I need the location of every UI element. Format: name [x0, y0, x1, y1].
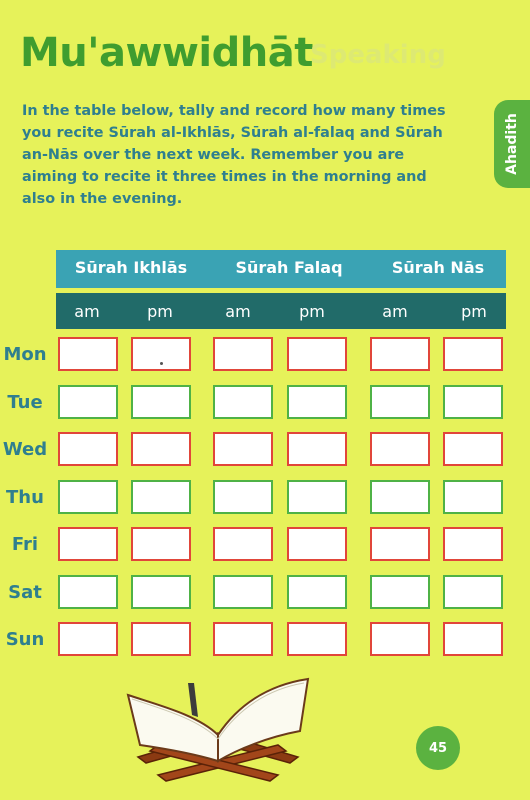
day-label-fri: Fri [11, 534, 39, 555]
tally-cell-tue-ikhlas-pm[interactable] [131, 385, 191, 419]
day-label-sun: Sun [5, 629, 45, 650]
time-header-row [56, 293, 506, 329]
tally-cell-mon-ikhlas-pm[interactable] [131, 337, 191, 371]
tally-cell-fri-nas-am[interactable] [370, 527, 430, 561]
tally-cell-fri-ikhlas-pm[interactable] [131, 527, 191, 561]
ghost-heading: Speaking [310, 40, 446, 70]
day-label-tue: Tue [7, 392, 43, 413]
tally-cell-sun-ikhlas-pm[interactable] [131, 622, 191, 656]
surah-header-falaq: Sūrah Falaq [235, 258, 343, 277]
tally-cell-sat-ikhlas-am[interactable] [58, 575, 118, 609]
tally-cell-mon-falaq-am[interactable] [213, 337, 273, 371]
tally-cell-fri-falaq-am[interactable] [213, 527, 273, 561]
tally-cell-fri-nas-pm[interactable] [443, 527, 503, 561]
tally-cell-fri-ikhlas-am[interactable] [58, 527, 118, 561]
tally-cell-sat-nas-am[interactable] [370, 575, 430, 609]
page-number-badge: 45 [416, 726, 460, 770]
tally-cell-sun-nas-pm[interactable] [443, 622, 503, 656]
tally-cell-sun-nas-am[interactable] [370, 622, 430, 656]
tally-cell-thu-nas-pm[interactable] [443, 480, 503, 514]
surah-header-ikhlas: Sūrah Ikhlās [74, 258, 188, 277]
tally-cell-tue-ikhlas-am[interactable] [58, 385, 118, 419]
section-tab-label: Ahadith [504, 113, 520, 175]
tally-cell-wed-nas-am[interactable] [370, 432, 430, 466]
tally-cell-tue-falaq-am[interactable] [213, 385, 273, 419]
tally-cell-wed-ikhlas-pm[interactable] [131, 432, 191, 466]
day-label-wed: Wed [2, 439, 48, 460]
tally-cell-tue-nas-am[interactable] [370, 385, 430, 419]
time-header: am [74, 302, 100, 321]
time-header: pm [461, 302, 487, 321]
tally-cell-sun-falaq-am[interactable] [213, 622, 273, 656]
tally-cell-wed-nas-pm[interactable] [443, 432, 503, 466]
tally-cell-mon-nas-am[interactable] [370, 337, 430, 371]
surah-header-row [56, 250, 506, 288]
tally-cell-mon-nas-pm[interactable] [443, 337, 503, 371]
instructions-text: In the table below, tally and record how many times you recite Sūrah al-Ikhlās, Sūrah al-falaq and Sūrah an-Nās over the next week. Remember you are aiming to recite it three times in the morning and also in the evening. [22, 103, 446, 207]
tally-cell-thu-nas-am[interactable] [370, 480, 430, 514]
tally-cell-tue-falaq-pm[interactable] [287, 385, 347, 419]
day-label-mon: Mon [3, 344, 47, 365]
open-book-on-stand-icon [118, 665, 318, 785]
time-header: pm [299, 302, 325, 321]
day-label-sat: Sat [8, 582, 42, 603]
tally-cell-fri-falaq-pm[interactable] [287, 527, 347, 561]
surah-header-nas: Sūrah Nās [391, 258, 485, 277]
tally-cell-wed-falaq-am[interactable] [213, 432, 273, 466]
tally-cell-sat-ikhlas-pm[interactable] [131, 575, 191, 609]
tally-cell-tue-nas-pm[interactable] [443, 385, 503, 419]
time-header: am [225, 302, 251, 321]
tally-cell-thu-falaq-am[interactable] [213, 480, 273, 514]
tally-cell-wed-falaq-pm[interactable] [287, 432, 347, 466]
tally-cell-sun-ikhlas-am[interactable] [58, 622, 118, 656]
tally-cell-sat-nas-pm[interactable] [443, 575, 503, 609]
tally-cell-sun-falaq-pm[interactable] [287, 622, 347, 656]
tally-cell-thu-falaq-pm[interactable] [287, 480, 347, 514]
page-title: Mu'awwidhāt [20, 30, 313, 76]
tally-cell-sat-falaq-pm[interactable] [287, 575, 347, 609]
tally-cell-sat-falaq-am[interactable] [213, 575, 273, 609]
time-header: pm [147, 302, 173, 321]
day-label-thu: Thu [6, 487, 44, 508]
tally-cell-mon-falaq-pm[interactable] [287, 337, 347, 371]
pencil-mark [160, 362, 163, 365]
tally-cell-mon-ikhlas-am[interactable] [58, 337, 118, 371]
tally-cell-wed-ikhlas-am[interactable] [58, 432, 118, 466]
time-header: am [382, 302, 408, 321]
tally-cell-thu-ikhlas-am[interactable] [58, 480, 118, 514]
tally-cell-thu-ikhlas-pm[interactable] [131, 480, 191, 514]
section-tab-ahadith[interactable] [494, 100, 530, 188]
